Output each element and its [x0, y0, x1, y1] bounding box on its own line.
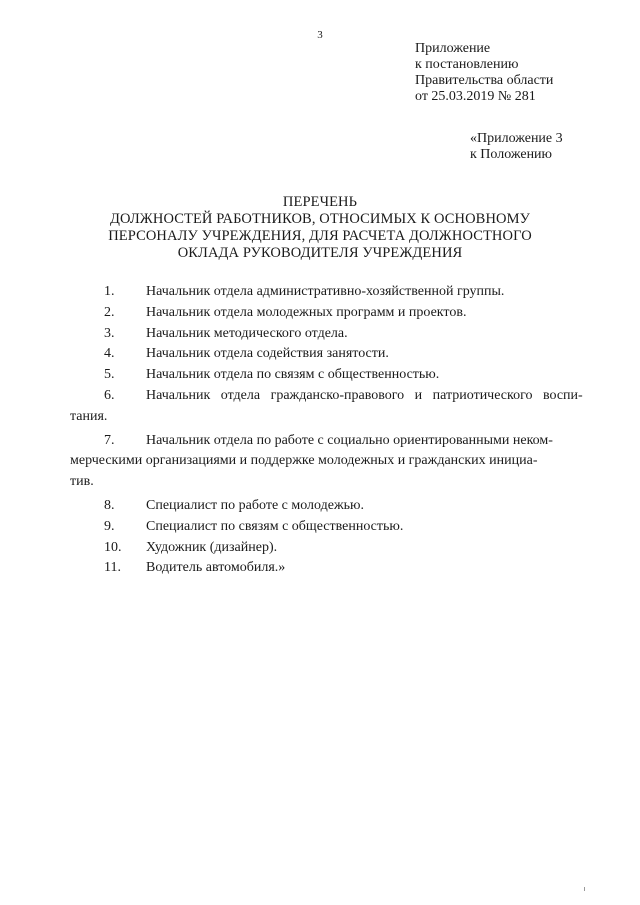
item-text: Начальник отдела по работе с социально ориентированными неком- [146, 432, 553, 448]
list-item [92, 324, 600, 345]
reference-line: «Приложение 3 [470, 131, 563, 146]
item-text: Начальник отдела содействия занятости. [146, 346, 389, 362]
appendix-block [415, 41, 553, 105]
reference-line: к Положению [470, 147, 553, 162]
item-text-continuation: тив. [70, 474, 94, 490]
list-item [92, 558, 600, 579]
title-line: ОКЛАДА РУКОВОДИТЕЛЯ УЧРЕЖДЕНИЯ [177, 245, 463, 261]
list-item [70, 431, 600, 493]
list-item [70, 386, 600, 428]
item-number: 6. [104, 387, 115, 403]
appendix-line: Правительства области [415, 73, 554, 88]
reference-block [470, 131, 563, 163]
item-number: 9. [104, 518, 115, 534]
item-number: 5. [104, 367, 115, 383]
item-text: Начальник отдела молодежных программ и проектов. [146, 304, 467, 320]
list-item [92, 282, 600, 303]
appendix-line: от 25.03.2019 № 281 [415, 89, 536, 104]
item-text: Специалист по работе с молодежью. [146, 497, 364, 513]
list-item [92, 517, 600, 538]
page-number: 3 [317, 29, 323, 41]
title-line: ПЕРСОНАЛУ УЧРЕЖДЕНИЯ, ДЛЯ РАСЧЕТА ДОЛЖНОСТНОГО [108, 228, 532, 244]
item-number: 7. [104, 432, 115, 448]
item-text: Художник (дизайнер). [146, 539, 278, 555]
title-line: ПЕРЕЧЕНЬ [282, 194, 358, 210]
list-item [92, 538, 600, 559]
item-text: Начальник отдела административно-хозяйственной группы. [146, 284, 505, 299]
item-text: Начальник методического отдела. [146, 325, 348, 341]
appendix-line: Приложение [415, 41, 491, 56]
item-text: Начальник отдела по связям с общественностью. [146, 367, 440, 383]
appendix-line: к постановлению [415, 57, 519, 72]
item-text-continuation: тания. [70, 408, 108, 424]
list-item [92, 303, 600, 324]
item-number: 2. [104, 304, 115, 320]
item-text-continuation: мерческими организациями и поддержке молодежных и гражданских инициа- [70, 453, 538, 469]
title-line: ДОЛЖНОСТЕЙ РАБОТНИКОВ, ОТНОСИМЫХ К ОСНОВНОМУ [110, 211, 530, 227]
list-item [92, 344, 600, 365]
document-title [0, 194, 640, 262]
item-number: 3. [104, 325, 115, 341]
scan-mark [584, 887, 585, 891]
list-item [92, 365, 600, 386]
item-number: 8. [104, 497, 115, 513]
item-number: 1. [104, 284, 115, 299]
item-number: 10. [104, 539, 122, 555]
item-text: Специалист по связям с общественностью. [146, 518, 404, 534]
item-text: Начальник отдела гражданско-правового и патриотического воспи- [146, 387, 583, 403]
item-text: Водитель автомобиля.» [146, 560, 286, 576]
item-number: 4. [104, 346, 115, 362]
positions-list [70, 282, 600, 579]
list-item [92, 496, 600, 517]
item-number: 11. [104, 560, 121, 576]
